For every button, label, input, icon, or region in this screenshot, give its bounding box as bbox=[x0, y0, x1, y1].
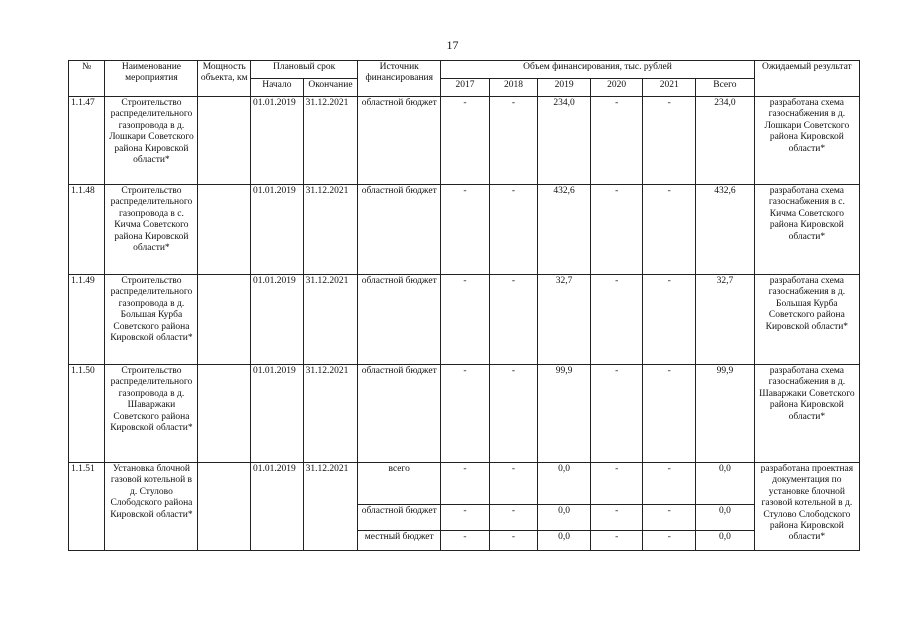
page-number: 17 bbox=[446, 38, 459, 52]
header-year: 2018 bbox=[489, 79, 538, 97]
row-name: Строительство распределительного газопровода в с. Кичма Советского района Кировской области* bbox=[105, 185, 198, 275]
row-result: разработана схема газоснабжения в д. Лошкари Советского района Кировской области* bbox=[754, 97, 859, 185]
table-row bbox=[69, 463, 860, 505]
row-start: 01.01.2019 bbox=[251, 185, 304, 275]
header-start: Начало bbox=[251, 79, 304, 97]
row-total: 99,9 bbox=[696, 365, 755, 463]
row-2019: 99,9 bbox=[538, 365, 591, 463]
header-result: Ожидаемый результат bbox=[754, 61, 859, 97]
table-row bbox=[69, 365, 860, 463]
row-2020: - bbox=[590, 185, 643, 275]
row-2018: - bbox=[489, 97, 538, 185]
row-total: 234,0 bbox=[696, 97, 755, 185]
row-number: 1.1.47 bbox=[69, 97, 105, 185]
row-end: 31.12.2021 bbox=[303, 365, 358, 463]
row-2019: 0,0 bbox=[538, 531, 591, 551]
row-2021: - bbox=[643, 97, 696, 185]
row-2019: 0,0 bbox=[538, 505, 591, 531]
row-start: 01.01.2019 bbox=[251, 365, 304, 463]
row-2017: - bbox=[441, 505, 490, 531]
row-total: 0,0 bbox=[696, 463, 755, 505]
row-source: областной бюджет bbox=[358, 505, 441, 531]
header-year: 2017 bbox=[441, 79, 490, 97]
row-result: разработана проектная документация по установке блочной газовой котельной в д. Стулово Слободского района Кировской области* bbox=[754, 463, 859, 551]
row-result: разработана схема газоснабжения в с. Кичма Советского района Кировской области* bbox=[754, 185, 859, 275]
row-2018: - bbox=[489, 531, 538, 551]
row-end: 31.12.2021 bbox=[303, 97, 358, 185]
header-no: № bbox=[69, 61, 105, 97]
row-2017: - bbox=[441, 185, 490, 275]
header-name: Наименование мероприятия bbox=[105, 61, 198, 97]
table-row bbox=[69, 275, 860, 365]
row-start: 01.01.2019 bbox=[251, 463, 304, 551]
row-2018: - bbox=[489, 505, 538, 531]
row-2018: - bbox=[489, 275, 538, 365]
row-source: областной бюджет bbox=[358, 97, 441, 185]
header-capacity: Мощность объекта, км bbox=[198, 61, 251, 97]
row-2020: - bbox=[590, 531, 643, 551]
row-source: местный бюджет bbox=[358, 531, 441, 551]
header-year: 2019 bbox=[538, 79, 591, 97]
financing-table bbox=[68, 60, 860, 551]
row-2021: - bbox=[643, 505, 696, 531]
row-2020: - bbox=[590, 365, 643, 463]
row-capacity bbox=[198, 275, 251, 365]
row-2021: - bbox=[643, 531, 696, 551]
header-year: 2020 bbox=[590, 79, 643, 97]
row-end: 31.12.2021 bbox=[303, 463, 358, 551]
row-total: 0,0 bbox=[696, 505, 755, 531]
row-2019: 432,6 bbox=[538, 185, 591, 275]
row-end: 31.12.2021 bbox=[303, 185, 358, 275]
row-2019: 234,0 bbox=[538, 97, 591, 185]
row-2020: - bbox=[590, 275, 643, 365]
row-name: Строительство распределительного газопровода в д. Лошкари Советского района Кировской области* bbox=[105, 97, 198, 185]
row-capacity bbox=[198, 185, 251, 275]
row-2017: - bbox=[441, 365, 490, 463]
row-2017: - bbox=[441, 463, 490, 505]
row-2021: - bbox=[643, 365, 696, 463]
row-result: разработана схема газоснабжения в д. Большая Курба Советского района Кировской области* bbox=[754, 275, 859, 365]
row-2018: - bbox=[489, 185, 538, 275]
header-term: Плановый срок bbox=[251, 61, 358, 79]
row-number: 1.1.49 bbox=[69, 275, 105, 365]
row-2017: - bbox=[441, 275, 490, 365]
header-year: 2021 bbox=[643, 79, 696, 97]
header-end: Окончание bbox=[303, 79, 358, 97]
table-row bbox=[69, 185, 860, 275]
row-2017: - bbox=[441, 531, 490, 551]
row-capacity bbox=[198, 365, 251, 463]
row-total: 432,6 bbox=[696, 185, 755, 275]
row-name: Строительство распределительного газопровода в д. Шаваржаки Советского района Кировской области* bbox=[105, 365, 198, 463]
row-2021: - bbox=[643, 463, 696, 505]
row-capacity bbox=[198, 97, 251, 185]
row-source: областной бюджет bbox=[358, 365, 441, 463]
row-number: 1.1.51 bbox=[69, 463, 105, 551]
row-total: 0,0 bbox=[696, 531, 755, 551]
row-2018: - bbox=[489, 365, 538, 463]
header-funding: Объем финансирования, тыс. рублей bbox=[441, 61, 755, 79]
row-2019: 0,0 bbox=[538, 463, 591, 505]
header-total: Всего bbox=[696, 79, 755, 97]
row-capacity bbox=[198, 463, 251, 551]
row-result: разработана схема газоснабжения в д. Шаваржаки Советского района Кировской области* bbox=[754, 365, 859, 463]
row-source: всего bbox=[358, 463, 441, 505]
row-name: Установка блочной газовой котельной в д. Стулово Слободского района Кировской области* bbox=[105, 463, 198, 551]
row-2020: - bbox=[590, 505, 643, 531]
table-row bbox=[69, 97, 860, 185]
row-source: областной бюджет bbox=[358, 185, 441, 275]
header-source: Источник финансирования bbox=[358, 61, 441, 97]
row-source: областной бюджет bbox=[358, 275, 441, 365]
row-end: 31.12.2021 bbox=[303, 275, 358, 365]
row-2021: - bbox=[643, 185, 696, 275]
row-total: 32,7 bbox=[696, 275, 755, 365]
row-name: Строительство распределительного газопровода в д. Большая Курба Советского района Кировской области* bbox=[105, 275, 198, 365]
row-2020: - bbox=[590, 463, 643, 505]
row-start: 01.01.2019 bbox=[251, 97, 304, 185]
row-2017: - bbox=[441, 97, 490, 185]
row-2021: - bbox=[643, 275, 696, 365]
row-start: 01.01.2019 bbox=[251, 275, 304, 365]
row-2020: - bbox=[590, 97, 643, 185]
row-number: 1.1.48 bbox=[69, 185, 105, 275]
row-number: 1.1.50 bbox=[69, 365, 105, 463]
row-2019: 32,7 bbox=[538, 275, 591, 365]
row-2018: - bbox=[489, 463, 538, 505]
